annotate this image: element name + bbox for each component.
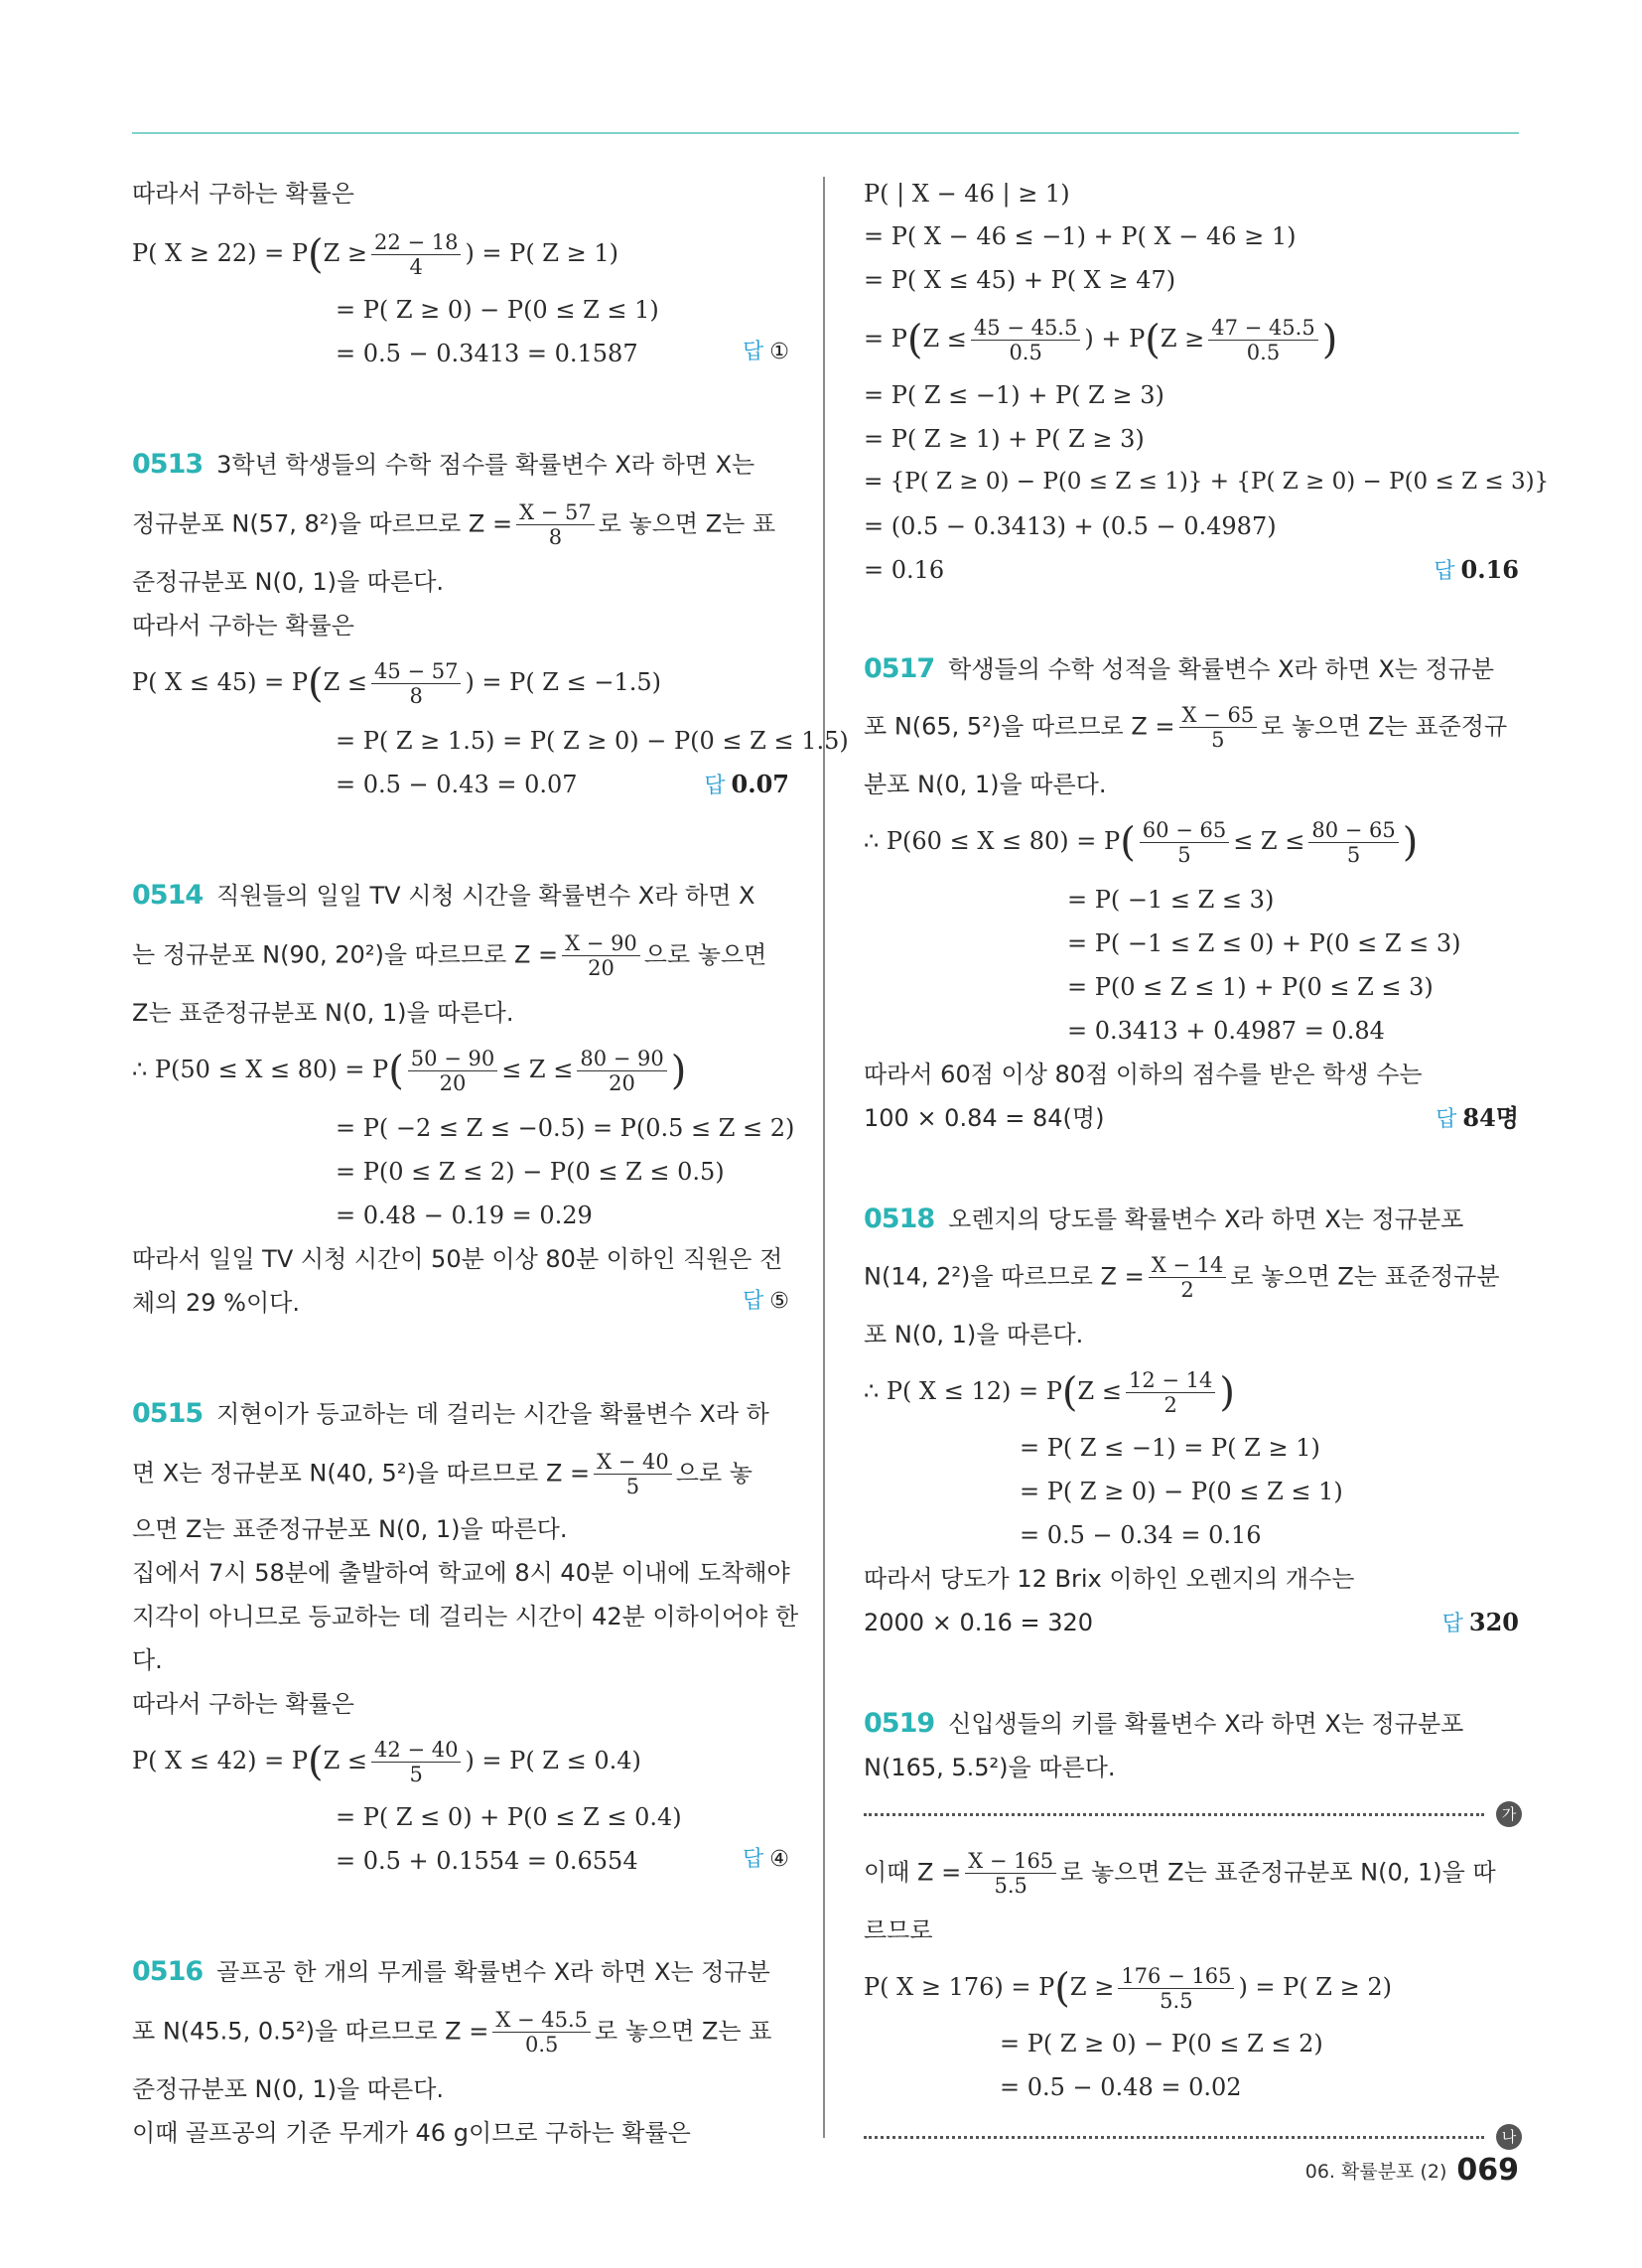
equation-line: = P( Z ≥ 1.5) = P( Z ≥ 0) − P(0 ≤ Z ≤ 1.5) [336, 727, 849, 755]
equation-line: = 0.5 + 0.1554 = 0.6554 [336, 1847, 638, 1875]
text-line: 따라서 구하는 확률은 [132, 180, 354, 208]
fraction: $\frac{50 - 90}{20}$ [408, 1047, 497, 1095]
fraction: $\frac{X - 65}{5}$ [1179, 703, 1258, 752]
equation-line: = P( Z ≤ −1) + P( Z ≥ 3) [864, 381, 1164, 409]
answer-label: 답 ④ [743, 1847, 789, 1872]
problem-0514-header: 0514 직원들의 일일 TV 시청 시간을 확률변수 X라 하면 X [132, 880, 755, 911]
fraction: $\frac{X - 45.5}{0.5}$ [492, 2008, 591, 2056]
equation-line: = 0.5 − 0.3413 = 0.1587 [336, 340, 638, 367]
equation-line: = 0.5 − 0.48 = 0.02 [1000, 2073, 1242, 2101]
text-line: 르므로 [864, 1916, 933, 1944]
problem-number: 0517 [864, 653, 935, 684]
equation-line: = 0.5 − 0.43 = 0.07 [336, 771, 578, 798]
problem-number: 0515 [132, 1398, 204, 1429]
problem-number: 0518 [864, 1204, 935, 1234]
text-line: Z는 표준정규분포 N(0, 1)을 따른다. [132, 999, 514, 1027]
equation-line: = P( Z ≥ 0) − P(0 ≤ Z ≤ 1) [1020, 1478, 1343, 1505]
answer-label: 답 320 [1441, 1608, 1519, 1636]
text-line: N(14, 2²)을 따르므로 Z = $\frac{X - 14}{2}$ 로 놓으면 Z는 표준정규분 [864, 1253, 1500, 1303]
text-line: 포 N(65, 5²)을 따르므로 Z = $\frac{X - 65}{5}$ 로 놓으면 Z는 표준정규 [864, 703, 1508, 753]
fraction: $\frac{X - 14}{2}$ [1149, 1253, 1227, 1302]
equation-line: = 0.16 [864, 556, 945, 584]
fraction: $\frac{45 - 57}{8}$ [371, 659, 461, 708]
equation-line: P( X ≥ 22) = P(Z ≥ $\frac{22 - 18}{4}$ ) = P( Z ≥ 1) [132, 230, 618, 280]
fraction: $\frac{X - 57}{8}$ [516, 500, 595, 549]
equation-line: = P(0 ≤ Z ≤ 2) − P(0 ≤ Z ≤ 0.5) [336, 1158, 725, 1186]
answer-label: 답 ① [743, 340, 789, 364]
text-line: 다. [132, 1646, 163, 1674]
fraction: $\frac{X - 90}{20}$ [562, 931, 640, 980]
problem-0516-header: 0516 골프공 한 개의 무게를 확률변수 X라 하면 X는 정규분 [132, 1956, 770, 1987]
marker-ga: 가 [1496, 1801, 1522, 1827]
fraction: $\frac{12 - 14}{2}$ [1126, 1368, 1215, 1417]
equation-line: = (0.5 − 0.3413) + (0.5 − 0.4987) [864, 512, 1277, 540]
answer-label: 답 0.07 [704, 770, 789, 798]
equation-line: = P( Z ≤ 0) + P(0 ≤ Z ≤ 0.4) [336, 1803, 682, 1831]
equation-line: = P( Z ≤ −1) = P( Z ≥ 1) [1020, 1434, 1320, 1462]
problem-0515-header: 0515 지현이가 등교하는 데 걸리는 시간을 확률변수 X라 하 [132, 1398, 769, 1429]
equation-line: = P( X − 46 ≤ −1) + P( X − 46 ≥ 1) [864, 222, 1297, 250]
text-line: 는 정규분포 N(90, 20²)을 따르므로 Z = $\frac{X - 90}{20}$ 으로 놓으면 [132, 931, 767, 981]
answer-label: 답 ⑤ [743, 1289, 789, 1314]
text-line: 이때 Z = $\frac{X - 165}{5.5}$ 로 놓으면 Z는 표준정규분포 N(0, 1)을 따 [864, 1849, 1496, 1899]
fraction: $\frac{47 - 45.5}{0.5}$ [1208, 316, 1317, 364]
fraction: $\frac{176 - 165}{5.5}$ [1118, 1964, 1234, 2013]
problem-0513-header: 0513 3학년 학생들의 수학 점수를 확률변수 X라 하면 X는 [132, 449, 755, 480]
text-line: 준정규분포 N(0, 1)을 따른다. [132, 2075, 445, 2103]
text-line: 포 N(0, 1)을 따른다. [864, 1321, 1084, 1348]
text-line: 면 X는 정규분포 N(40, 5²)을 따르므로 Z = $\frac{X - 40}{5}$ 으로 놓 [132, 1450, 753, 1499]
equation-line: ∴ P( X ≤ 12) = P(Z ≤ $\frac{12 - 14}{2}$ ) [864, 1368, 1235, 1418]
problem-0519-header: 0519 신입생들의 키를 확률변수 X라 하면 X는 정규분포 [864, 1708, 1464, 1739]
text-line: N(165, 5.5²)을 따른다. [864, 1754, 1116, 1781]
equation-line: = 0.5 − 0.34 = 0.16 [1020, 1521, 1262, 1549]
equation-line: = P( Z ≥ 0) − P(0 ≤ Z ≤ 2) [1000, 2030, 1323, 2057]
text-line: 으면 Z는 표준정규분포 N(0, 1)을 따른다. [132, 1515, 568, 1543]
fraction: $\frac{X - 165}{5.5}$ [965, 1849, 1056, 1898]
problem-number: 0519 [864, 1708, 935, 1739]
equation-line: = P(0 ≤ Z ≤ 1) + P(0 ≤ Z ≤ 3) [1067, 973, 1434, 1001]
equation-line: = 0.48 − 0.19 = 0.29 [336, 1202, 593, 1229]
text-line: 따라서 구하는 확률은 [132, 1690, 354, 1718]
equation-line: = {P( Z ≥ 0) − P(0 ≤ Z ≤ 1)} + {P( Z ≥ 0) − P(0 ≤ Z ≤ 3)} [864, 469, 1550, 495]
top-rule [132, 132, 1519, 134]
answer-label: 답 0.16 [1434, 555, 1519, 584]
text-line: 따라서 일일 TV 시청 시간이 50분 이상 80분 이하인 직원은 전 [132, 1245, 783, 1273]
text-line: 포 N(45.5, 0.5²)을 따르므로 Z = $\frac{X - 45.5}{0.5}$ 로 놓으면 Z는 표 [132, 2008, 772, 2057]
equation-line: = P( Z ≥ 1) + P( Z ≥ 3) [864, 425, 1145, 453]
fraction: $\frac{60 - 65}{5}$ [1140, 818, 1229, 867]
column-divider [823, 177, 825, 2138]
fraction: $\frac{X - 40}{5}$ [594, 1450, 672, 1498]
equation-line: = P( −1 ≤ Z ≤ 3) [1067, 886, 1275, 914]
text-line: 정규분포 N(57, 8²)을 따르므로 Z = $\frac{X - 57}{8}$ 로 놓으면 Z는 표 [132, 500, 776, 550]
dotted-divider [864, 1813, 1484, 1816]
text-line: 2000 × 0.16 = 320 [864, 1609, 1094, 1636]
text-line: 따라서 당도가 12 Brix 이하인 오렌지의 개수는 [864, 1565, 1355, 1593]
equation-line: P( X ≥ 176) = P(Z ≥ $\frac{176 - 165}{5.5}$ ) = P( Z ≥ 2) [864, 1964, 1392, 2014]
page-number: 069 [1456, 2153, 1519, 2188]
fraction: $\frac{22 - 18}{4}$ [371, 230, 461, 279]
problem-number: 0516 [132, 1956, 204, 1987]
equation-line: P( X ≤ 42) = P(Z ≤ $\frac{42 - 40}{5}$ ) = P( Z ≤ 0.4) [132, 1738, 641, 1787]
equation-line: ∴ P(60 ≤ X ≤ 80) = P( $\frac{60 - 65}{5}$ ≤ Z ≤ $\frac{80 - 65}{5}$ ) [864, 818, 1419, 868]
equation-line: = P( −1 ≤ Z ≤ 0) + P(0 ≤ Z ≤ 3) [1067, 929, 1461, 957]
fraction: $\frac{80 - 65}{5}$ [1308, 818, 1398, 867]
text-line: 집에서 7시 58분에 출발하여 학교에 8시 40분 이내에 도착해야 [132, 1559, 790, 1587]
equation-line: = P( X ≤ 45) + P( X ≥ 47) [864, 266, 1176, 294]
problem-0517-header: 0517 학생들의 수학 성적을 확률변수 X라 하면 X는 정규분 [864, 653, 1495, 684]
fraction: $\frac{45 - 45.5}{0.5}$ [971, 316, 1080, 364]
text-line: 따라서 60점 이상 80점 이하의 점수를 받은 학생 수는 [864, 1061, 1423, 1088]
text-line: 100 × 0.84 = 84(명) [864, 1104, 1105, 1132]
dotted-divider [864, 2136, 1484, 2139]
problem-number: 0513 [132, 449, 204, 480]
equation-line: P( X ≤ 45) = P(Z ≤ $\frac{45 - 57}{8}$ ) = P( Z ≤ −1.5) [132, 659, 661, 709]
text-line: 체의 29 %이다. [132, 1289, 300, 1317]
text-line: 따라서 구하는 확률은 [132, 612, 354, 639]
equation-line: ∴ P(50 ≤ X ≤ 80) = P( $\frac{50 - 90}{20}$ ≤ Z ≤ $\frac{80 - 90}{20}$ ) [132, 1047, 687, 1096]
fraction: $\frac{80 - 90}{20}$ [577, 1047, 666, 1095]
equation-line: = 0.3413 + 0.4987 = 0.84 [1067, 1017, 1385, 1045]
text-line: 이때 골프공의 기준 무게가 46 g이므로 구하는 확률은 [132, 2119, 691, 2147]
text-line: 준정규분포 N(0, 1)을 따른다. [132, 568, 445, 596]
page-footer [1305, 2153, 1519, 2188]
problem-number: 0514 [132, 880, 204, 911]
fraction: $\frac{42 - 40}{5}$ [371, 1738, 461, 1786]
chapter-label: 06. 확률분포 (2) [1304, 2161, 1447, 2183]
text-line: 분포 N(0, 1)을 따른다. [864, 771, 1107, 798]
equation-line: P( | X − 46 | ≥ 1) [864, 180, 1070, 208]
equation-line: = P(Z ≤ $\frac{45 - 45.5}{0.5}$ ) + P(Z ≥ $\frac{47 - 45.5}{0.5}$ ) [864, 316, 1338, 365]
equation-line: = P( Z ≥ 0) − P(0 ≤ Z ≤ 1) [336, 296, 659, 324]
answer-label: 답 84명 [1436, 1103, 1519, 1132]
problem-0518-header: 0518 오렌지의 당도를 확률변수 X라 하면 X는 정규분포 [864, 1204, 1464, 1234]
text-line: 지각이 아니므로 등교하는 데 걸리는 시간이 42분 이하이어야 한 [132, 1603, 799, 1630]
equation-line: = P( −2 ≤ Z ≤ −0.5) = P(0.5 ≤ Z ≤ 2) [336, 1114, 795, 1142]
marker-na: 나 [1496, 2124, 1522, 2150]
